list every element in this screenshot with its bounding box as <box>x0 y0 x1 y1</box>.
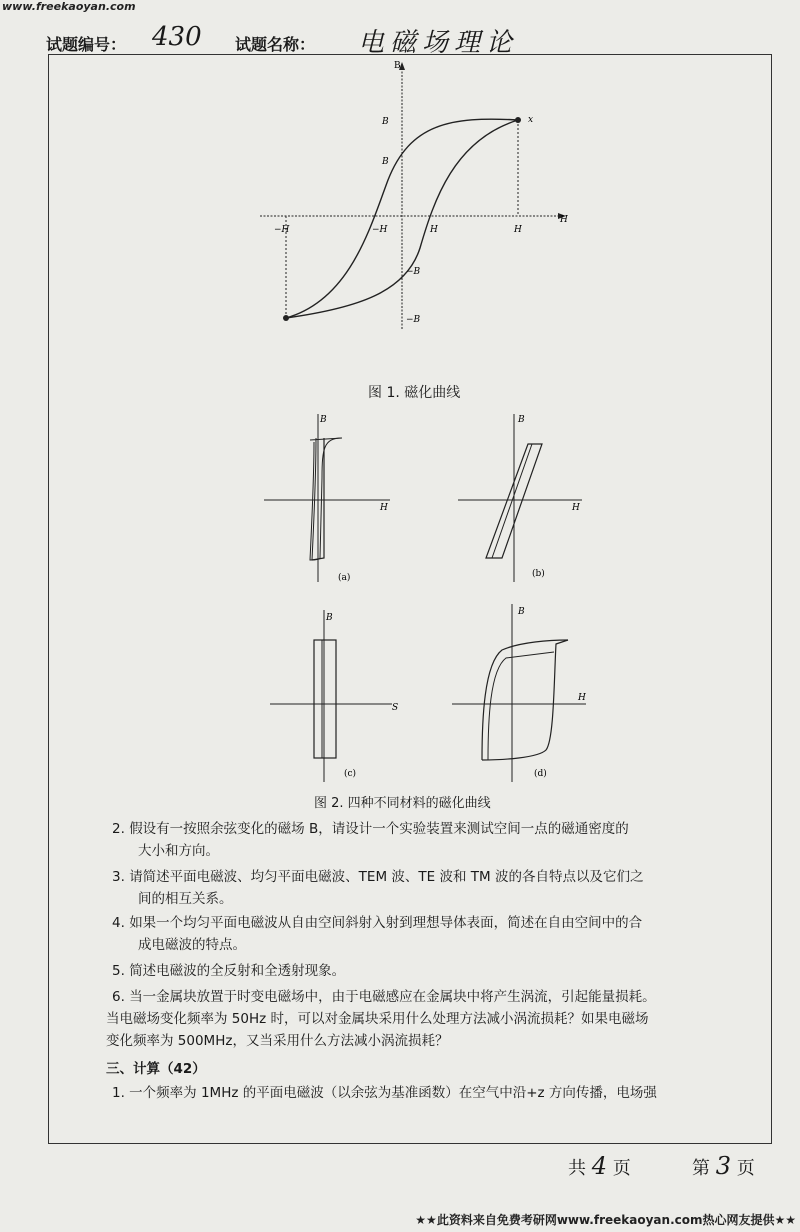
name-value: 电磁场理论 <box>358 28 519 58</box>
fig1-axis-b: B <box>394 61 401 71</box>
fig1-label-point: x <box>528 115 534 125</box>
page-number-num: 3 <box>715 1152 732 1180</box>
question-2-line1: 假设有一按照余弦变化的磁场 B，请设计一个实验装置来测试空间一点的磁通密度的 <box>129 821 629 837</box>
code-label: 试题编号： <box>46 35 127 54</box>
fig1-label-neg-hs: −H <box>274 225 290 235</box>
fig1-label-neg-br: −B <box>406 267 421 277</box>
question-2-line2: 大小和方向。 <box>138 843 219 859</box>
page-number <box>692 1152 755 1180</box>
site-watermark-top: www.freekaoyan.com <box>2 0 136 13</box>
question-4 <box>112 912 762 956</box>
question-3 <box>112 866 762 910</box>
figure-2c <box>268 606 408 786</box>
question-6-line1: 当一金属块放置于时变电磁场中，由于电磁感应在金属块中将产生涡流，引起能量损耗。 <box>129 989 656 1005</box>
page-total-num: 4 <box>591 1152 608 1180</box>
figure-1-caption: 图 1. 磁化曲线 <box>368 385 461 401</box>
fig2b-tag: (b) <box>532 569 545 579</box>
code-value: 430 <box>152 22 202 52</box>
fig2d-b: B <box>518 607 525 617</box>
fig1-label-neg-bs: −B <box>406 315 421 325</box>
site-watermark-bottom: ★★此资料来自免费考研网www.freekaoyan.com热心网友提供★★ <box>415 1213 796 1227</box>
fig2a-b: B <box>320 415 327 425</box>
question-4-num: 4. <box>112 915 125 931</box>
fig2c-tag: (c) <box>344 769 357 779</box>
section-3-heading: 三、计算（42） <box>106 1061 206 1077</box>
question-3-line1: 请简述平面电磁波、均匀平面电磁波、TEM 波、TE 波和 TM 波的各自特点以及它们之 <box>129 869 644 885</box>
page-total-pre: 共 <box>568 1158 586 1179</box>
question-2-num: 2. <box>112 821 125 837</box>
question-2 <box>112 818 762 862</box>
question-3-num: 3. <box>112 869 125 885</box>
question-6-line3: 变化频率为 500MHz，又当采用什么方法减小涡流损耗？ <box>106 1033 449 1049</box>
page-total <box>568 1152 631 1180</box>
figure-2-caption: 图 2. 四种不同材料的磁化曲线 <box>314 796 491 811</box>
fig2a-h: H <box>380 503 388 513</box>
fig2b-b: B <box>518 415 525 425</box>
fig2d-h: H <box>578 693 586 703</box>
question-6-line2: 当电磁场变化频率为 50Hz 时，可以对金属块采用什么处理方法减小涡流损耗？如果电磁场 <box>106 1011 649 1027</box>
name-label: 试题名称： <box>235 35 316 54</box>
fig2a-tag: (a) <box>338 573 351 583</box>
question-3-line2: 间的相互关系。 <box>138 891 233 907</box>
calc-question-1: 1. 一个频率为 1MHz 的平面电磁波（以余弦为基准函数）在空气中沿+z 方向传播，电场强 <box>112 1085 657 1101</box>
figure-1-hysteresis <box>260 60 580 330</box>
question-4-line1: 如果一个均匀平面电磁波从自由空间斜射入射到理想导体表面，简述在自由空间中的合 <box>129 915 643 931</box>
fig2b-h: H <box>572 503 580 513</box>
figure-2d <box>450 600 600 786</box>
fig1-label-bs: B <box>382 117 389 127</box>
fig1-label-hs: H <box>514 225 522 235</box>
question-6-num: 6. <box>112 989 125 1005</box>
fig2c-b: B <box>326 613 333 623</box>
page-total-post: 页 <box>612 1158 631 1179</box>
page-number-post: 页 <box>736 1158 755 1179</box>
page-number-pre: 第 <box>692 1158 710 1179</box>
figure-2b <box>456 408 596 588</box>
figure-2a <box>262 408 412 588</box>
question-4-line2: 成电磁波的特点。 <box>138 937 246 953</box>
fig1-label-hc: H <box>430 225 438 235</box>
fig1-axis-h: H <box>560 215 568 225</box>
question-5-num: 5. <box>112 963 125 979</box>
fig2c-h: S <box>392 703 399 713</box>
fig1-label-br: B <box>382 157 389 167</box>
question-6 <box>106 986 762 1052</box>
question-5 <box>112 960 762 982</box>
fig2d-tag: (d) <box>534 769 547 779</box>
question-5-line1: 简述电磁波的全反射和全透射现象。 <box>129 963 346 979</box>
fig1-label-neg-hc: −H <box>372 225 388 235</box>
